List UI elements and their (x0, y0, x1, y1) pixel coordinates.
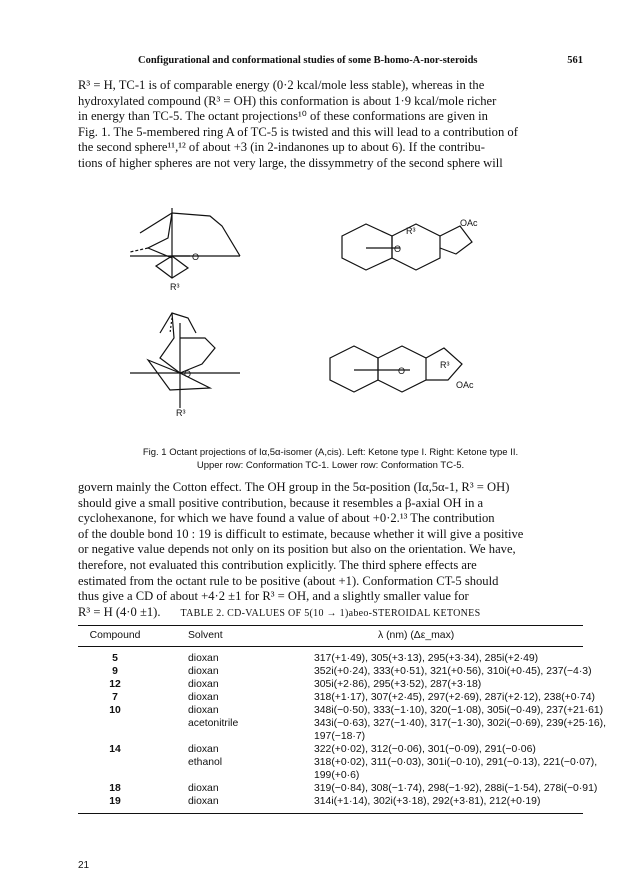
text-line: of the double bond 10 : 19 is difficult to estimate, because whether it will give a positive (78, 526, 524, 541)
cell-solvent: dioxan (188, 783, 219, 794)
text-line: govern mainly the Cotton effect. The OH group in the 5α-position (Iα,5α-1, R³ = OH) (78, 480, 510, 494)
paragraph-1 (78, 78, 583, 203)
label-oxygen-lr: O (398, 366, 406, 376)
cell-solvent: dioxan (188, 796, 219, 807)
table-row (78, 796, 583, 809)
cell-compound: 7 (112, 692, 118, 703)
cell-compound: 12 (109, 679, 121, 690)
table-row (78, 653, 583, 666)
label-r3-ur: R³ (406, 226, 416, 236)
cell-compound: 5 (112, 653, 118, 664)
text-line: R³ = H (4·0 ±1). (78, 604, 161, 619)
structure-upper-left (130, 208, 240, 278)
table-bottom-rule (78, 813, 583, 814)
cell-solvent: dioxan (188, 692, 219, 703)
label-oxygen-ur: O (394, 244, 402, 254)
table-row (78, 731, 583, 744)
cell-solvent: dioxan (188, 679, 219, 690)
cell-values: 352i(+0·24), 333(+0·51), 321(+0·56), 310i(+0·45), 237(−4·3) (314, 666, 592, 677)
cell-solvent: dioxan (188, 744, 219, 755)
text-line: therefore, not evaluated this contribution explicitly. The third sphere effects are (78, 557, 477, 572)
text-line: cyclohexanone, for which we have found a value of about +0·2.¹³ The contribution (78, 511, 495, 526)
cd-values-table (78, 625, 606, 814)
table-row (78, 744, 583, 757)
column-header-solvent: Solvent (188, 630, 223, 641)
text-line: thus give a CD of about +4·2 ±1 for R³ = OH, and a slightly smaller value for (78, 589, 469, 604)
cell-solvent: ethanol (188, 757, 223, 768)
label-oxygen-ul: O (192, 252, 200, 262)
figure-caption (78, 447, 583, 472)
cell-values: 197(−18·7) (314, 731, 366, 742)
cell-solvent: acetonitrile (188, 718, 239, 729)
table-header-row (78, 626, 583, 646)
text-line: hydroxylated compound (R³ = OH) this conformation is about 1·9 kcal/mole richer (78, 93, 497, 108)
text-line: R³ = H, TC-1 is of comparable energy (0·2 kcal/mole less stable), whereas in the (78, 78, 485, 92)
caption-line-2: Upper row: Conformation TC-1. Lower row: Conformation TC-5. (196, 459, 465, 471)
caption-line-1: Fig. 1 Octant projections of Iα,5α-isomer (A,cis). Left: Ketone type I. Right: Ketone type II. (142, 447, 519, 458)
text-line: estimated from the octant rule to be positive (about +1). Conformation CT-5 should (78, 573, 499, 588)
table-row (78, 757, 598, 770)
cell-solvent: dioxan (188, 705, 219, 716)
figure-1-octant-projections (110, 208, 550, 420)
cell-values: 348i(−0·50), 333(−1·10), 320(−1·08), 305i(−0·49), 237(+21·61) (314, 705, 604, 716)
table-row (78, 679, 583, 692)
column-header-values: λ (nm) (Δε_max) (378, 630, 455, 641)
cell-compound: 18 (109, 783, 121, 794)
cell-values: 319(−0·84), 308(−1·74), 298(−1·92), 288i(−1·54), 278i(−0·91) (314, 783, 598, 794)
running-header (78, 55, 583, 69)
text-line: in energy than TC-5. The octant projections¹⁰ of these conformations are given in (78, 109, 488, 124)
cell-solvent: dioxan (188, 653, 219, 664)
cell-values: 343i(−0·63), 327(−1·40), 317(−1·30), 302i(−0·69), 239(+25·16), (314, 718, 606, 729)
table-row (78, 770, 583, 783)
octant-projection-drawings (110, 208, 550, 420)
cell-values: 318(+0·02), 311(−0·03), 301i(−0·10), 291(−0·13), 221(−0·07), (314, 757, 598, 768)
text-line: Fig. 1. The 5-membered ring A of TC-5 is twisted and this will lead to a contribution of (78, 124, 518, 139)
label-oxygen-ll: O (184, 369, 192, 379)
cell-values: 314i(+1·14), 302i(+3·18), 292(+3·81), 212(+0·19) (314, 796, 541, 807)
running-title: Configurational and conformational studies of some B-homo-A-nor-steroids (138, 55, 478, 66)
table-row (78, 783, 598, 796)
label-r3-ul: R³ (170, 282, 180, 292)
column-header-compound: Compound (89, 630, 141, 641)
text-line: tions of higher spheres are not very large, the dissymmetry of the second sphere will (78, 155, 503, 170)
structure-lower-left (130, 313, 240, 408)
table-row (78, 692, 596, 705)
table-row (78, 718, 606, 731)
cell-values: 322(+0·02), 312(−0·06), 301(−0·09), 291(−0·06) (314, 744, 536, 755)
table-row (78, 705, 604, 718)
label-oac-ur: OAc (460, 218, 478, 228)
page-number: 561 (567, 55, 583, 66)
text-line: should give a small positive contribution, because it resembles a β-axial OH in a (78, 495, 484, 510)
cell-solvent: dioxan (188, 666, 219, 677)
cell-compound: 10 (109, 705, 121, 716)
label-oac-lr: OAc (456, 380, 474, 390)
cell-values: 317(+1·49), 305(+3·13), 295(+3·34), 285i(+2·49) (314, 653, 539, 664)
text-line: the second sphere¹¹,¹² of about +3 (in 2-indanones up to about 6). If the contribu- (78, 140, 485, 155)
cell-values: 199(+0·6) (314, 770, 360, 781)
cell-values: 318(+1·17), 307(+2·45), 297(+2·69), 287i(+2·12), 238(+0·74) (314, 692, 596, 703)
text-line: or negative value depends not only on its position but also on the orientation. We have, (78, 542, 516, 557)
cell-compound: 19 (109, 796, 121, 807)
cell-values: 305i(+2·86), 295(+3·52), 287(+3·18) (314, 679, 482, 690)
label-r3-lr: R³ (440, 360, 450, 370)
cell-compound: 14 (109, 744, 121, 755)
paragraph-2 (78, 480, 583, 620)
table-title: TABLE 2. CD-VALUES OF 5(10 → 1)abeo-STEROIDAL KETONES (180, 608, 481, 619)
cell-compound: 9 (112, 666, 118, 677)
page-footer-mark: 21 (78, 860, 90, 871)
table-row (78, 666, 592, 679)
label-r3-ll: R³ (176, 408, 186, 418)
